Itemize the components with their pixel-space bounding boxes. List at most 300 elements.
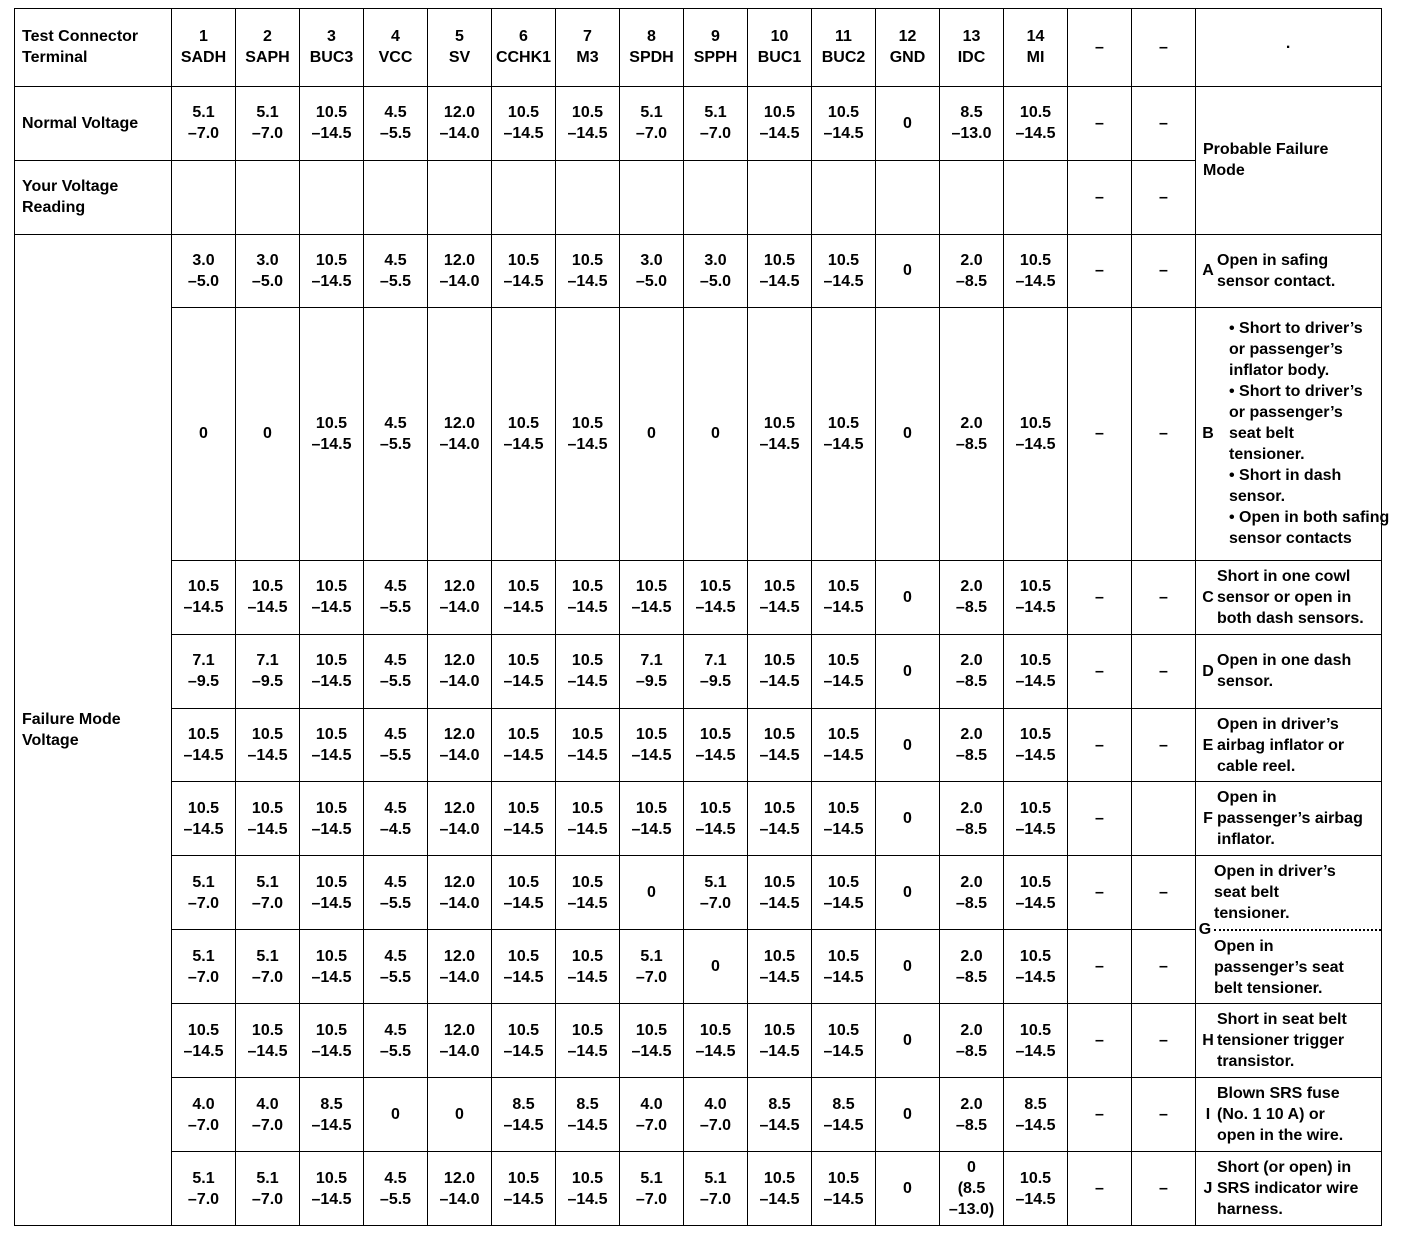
voltage-value: 5.1 <box>256 873 279 891</box>
voltage-value: 0 <box>199 425 208 443</box>
voltage-value: – <box>1159 588 1168 606</box>
failure-voltage-cell <box>684 234 748 307</box>
failure-voltage-cell <box>172 1078 236 1152</box>
failure-mode-line: transistor. <box>1217 1053 1295 1071</box>
your-voltage-cell <box>236 160 300 234</box>
failure-voltage-cell <box>684 1004 748 1078</box>
terminal-header-row <box>15 9 1382 87</box>
failure-voltage-cell <box>428 930 492 1004</box>
voltage-value: –7.0 <box>699 1116 732 1134</box>
failure-voltage-cell <box>748 634 812 708</box>
voltage-value: –14.5 <box>823 272 864 290</box>
voltage-value: – <box>1159 662 1168 680</box>
failure-voltage-cell <box>684 930 748 1004</box>
normal-voltage-cell <box>940 86 1004 160</box>
voltage-value: 3.0 <box>192 251 215 269</box>
normal-voltage-cell <box>684 86 748 160</box>
failure-mode-line: sensor contact. <box>1217 272 1336 290</box>
normal-voltage-cell <box>748 86 812 160</box>
failure-voltage-cell <box>236 234 300 307</box>
failure-mode-line: seat belt <box>1214 884 1279 902</box>
voltage-value: –7.0 <box>187 1190 220 1208</box>
your-voltage-cell <box>492 160 556 234</box>
failure-voltage-cell <box>812 856 876 930</box>
failure-voltage-cell <box>1068 634 1132 708</box>
voltage-value: 0 <box>903 262 912 280</box>
terminal-name: BUC3 <box>309 49 354 67</box>
voltage-value: – <box>1159 884 1168 902</box>
terminal-header-cell <box>748 9 812 87</box>
voltage-value: 10.5 <box>315 726 348 744</box>
voltage-value: 10.5 <box>827 652 860 670</box>
failure-mode-row <box>15 708 1382 782</box>
voltage-value: 10.5 <box>699 799 732 817</box>
voltage-value: – <box>1159 114 1168 132</box>
failure-voltage-cell <box>1004 1004 1068 1078</box>
voltage-value: 4.5 <box>384 104 407 122</box>
voltage-value: –5.5 <box>379 673 412 691</box>
voltage-value: 5.1 <box>192 947 215 965</box>
terminal-header-cell <box>1004 9 1068 87</box>
failure-mode-letter: B <box>1202 425 1214 443</box>
failure-voltage-cell <box>620 708 684 782</box>
voltage-value: 10.5 <box>507 873 540 891</box>
voltage-value: –8.5 <box>955 968 988 986</box>
voltage-value: 10.5 <box>571 726 604 744</box>
failure-voltage-cell <box>812 782 876 856</box>
voltage-value: 0 <box>903 810 912 828</box>
voltage-value: 10.5 <box>1019 799 1052 817</box>
failure-mode-line: • Open in both safing <box>1229 509 1390 527</box>
terminal-number: 8 <box>647 28 656 46</box>
voltage-value: 10.5 <box>699 1021 732 1039</box>
row-label-line: Reading <box>22 199 86 217</box>
failure-mode-text <box>1217 1009 1378 1072</box>
failure-mode-text <box>1217 787 1378 850</box>
terminal-name: BUC2 <box>821 49 866 67</box>
failure-voltage-cell <box>1068 307 1132 560</box>
failure-mode-line: • Short to driver’s <box>1229 320 1363 338</box>
voltage-value: 10.5 <box>571 251 604 269</box>
failure-voltage-cell <box>556 307 620 560</box>
failure-voltage-cell <box>364 234 428 307</box>
voltage-value: 10.5 <box>571 873 604 891</box>
voltage-value: 5.1 <box>256 947 279 965</box>
failure-mode-bottom <box>1214 931 1381 1003</box>
voltage-value: –14.0 <box>439 272 480 290</box>
terminal-header-cell <box>620 9 684 87</box>
voltage-value: –5.5 <box>379 968 412 986</box>
voltage-value: 10.5 <box>251 1021 284 1039</box>
failure-mode-row <box>15 856 1382 930</box>
voltage-value: 0 <box>903 958 912 976</box>
failure-mode-bullet <box>1229 318 1389 381</box>
voltage-value: 10.5 <box>507 104 540 122</box>
voltage-value: 12.0 <box>443 414 476 432</box>
voltage-value: –8.5 <box>955 894 988 912</box>
failure-mode-wrap <box>1199 1152 1378 1225</box>
voltage-value: –7.0 <box>251 1190 284 1208</box>
voltage-value: 10.5 <box>571 1169 604 1187</box>
voltage-value: –9.5 <box>635 673 668 691</box>
failure-voltage-cell <box>428 1078 492 1152</box>
voltage-value: 4.5 <box>384 414 407 432</box>
voltage-value: –14.5 <box>311 1116 352 1134</box>
failure-voltage-cell <box>812 634 876 708</box>
voltage-value: 8.5 <box>960 104 983 122</box>
voltage-value: –14.5 <box>503 599 544 617</box>
failure-voltage-cell <box>1132 782 1196 856</box>
failure-mode-line: sensor. <box>1229 488 1286 506</box>
failure-voltage-cell <box>876 307 940 560</box>
voltage-value: 4.5 <box>384 578 407 596</box>
terminal-name: VCC <box>378 49 413 67</box>
voltage-value: 10.5 <box>315 578 348 596</box>
voltage-value: –14.5 <box>311 125 352 143</box>
voltage-value: 4.5 <box>384 1021 407 1039</box>
voltage-value: 0 <box>903 425 912 443</box>
voltage-value: –14.5 <box>759 894 800 912</box>
failure-voltage-cell <box>1132 560 1196 634</box>
failure-mode-line: SRS indicator wire <box>1217 1180 1359 1197</box>
failure-voltage-cell <box>812 560 876 634</box>
failure-mode-wrap <box>1199 709 1378 782</box>
failure-voltage-cell <box>556 930 620 1004</box>
voltage-value: – <box>1159 1032 1168 1050</box>
failure-voltage-cell <box>1068 782 1132 856</box>
voltage-value: 10.5 <box>571 799 604 817</box>
failure-voltage-cell <box>1004 634 1068 708</box>
voltage-value: 10.5 <box>635 1021 668 1039</box>
failure-mode-line: Blown SRS fuse <box>1217 1085 1340 1103</box>
voltage-value: 10.5 <box>763 947 796 965</box>
failure-voltage-cell <box>236 930 300 1004</box>
failure-voltage-cell <box>748 782 812 856</box>
voltage-value: 10.5 <box>763 578 796 596</box>
normal-voltage-cell <box>428 86 492 160</box>
failure-voltage-cell <box>492 560 556 634</box>
voltage-value: –7.0 <box>187 894 220 912</box>
failure-voltage-cell <box>300 1152 364 1226</box>
voltage-value: –14.0 <box>439 599 480 617</box>
voltage-value: 10.5 <box>315 414 348 432</box>
voltage-value: 10.5 <box>187 726 220 744</box>
terminal-number: 11 <box>835 28 852 46</box>
terminal-number: 1 <box>199 28 208 46</box>
voltage-value: 10.5 <box>1019 1169 1052 1187</box>
your-voltage-cell <box>620 160 684 234</box>
voltage-value: 10.5 <box>507 652 540 670</box>
your-voltage-cell <box>428 160 492 234</box>
failure-voltage-cell <box>172 856 236 930</box>
failure-voltage-cell <box>364 560 428 634</box>
voltage-value: 2.0 <box>960 652 983 670</box>
failure-mode-cell <box>1196 307 1390 560</box>
terminal-name: M3 <box>576 49 599 67</box>
failure-mode-bullet <box>1229 381 1389 465</box>
voltage-value: –14.5 <box>1015 1116 1056 1134</box>
voltage-value: 10.5 <box>571 652 604 670</box>
voltage-value: –14.5 <box>823 599 864 617</box>
voltage-value: 10.5 <box>507 578 540 596</box>
voltage-value: –14.5 <box>311 1042 352 1060</box>
failure-voltage-cell <box>236 1152 300 1226</box>
voltage-value: 0 <box>711 425 720 443</box>
voltage-value: –14.5 <box>567 1042 608 1060</box>
failure-voltage-cell <box>236 560 300 634</box>
failure-mode-cell <box>1196 234 1382 307</box>
failure-voltage-cell <box>364 1078 428 1152</box>
voltage-value: – <box>1095 736 1104 754</box>
failure-mode-row <box>15 1078 1382 1152</box>
voltage-value: 10.5 <box>315 652 348 670</box>
terminal-number: 4 <box>391 28 400 46</box>
terminal-number: 2 <box>263 28 272 46</box>
normal-voltage-row <box>15 86 1382 160</box>
failure-voltage-cell <box>492 930 556 1004</box>
failure-voltage-cell <box>1132 1078 1196 1152</box>
voltage-value: 2.0 <box>960 1095 983 1113</box>
voltage-value: –14.5 <box>503 1042 544 1060</box>
voltage-value: – <box>1095 588 1104 606</box>
your-voltage-cell <box>684 160 748 234</box>
terminal-header-cell <box>364 9 428 87</box>
failure-mode-line: passenger’s seat <box>1214 958 1344 976</box>
voltage-value: –14.5 <box>567 599 608 617</box>
voltage-value: 10.5 <box>699 726 732 744</box>
terminal-name: SAPH <box>245 49 290 67</box>
normal-voltage-cell <box>812 86 876 160</box>
failure-voltage-cell <box>684 307 748 560</box>
voltage-value: 10.5 <box>763 1169 796 1187</box>
voltage-value: –5.5 <box>379 894 412 912</box>
failure-mode-cell <box>1196 708 1382 782</box>
normal-voltage-cell <box>1068 86 1132 160</box>
voltage-value: 8.5 <box>768 1095 791 1113</box>
failure-mode-bullet <box>1229 507 1389 549</box>
terminal-name: BUC1 <box>757 49 802 67</box>
failure-voltage-cell <box>684 1078 748 1152</box>
voltage-value: –14.5 <box>567 747 608 765</box>
voltage-value: –7.0 <box>635 125 668 143</box>
voltage-value: –7.0 <box>187 968 220 986</box>
voltage-value: –14.5 <box>823 968 864 986</box>
failure-mode-text <box>1217 714 1378 777</box>
failure-voltage-cell <box>620 1152 684 1226</box>
failure-mode-line: tensioner trigger <box>1217 1032 1345 1050</box>
voltage-value: 4.5 <box>384 652 407 670</box>
voltage-value: 10.5 <box>571 578 604 596</box>
failure-voltage-cell <box>300 1078 364 1152</box>
failure-mode-bullet <box>1229 465 1389 507</box>
terminal-header-cell <box>556 9 620 87</box>
voltage-value: – <box>1095 662 1104 680</box>
voltage-value: –14.5 <box>567 1190 608 1208</box>
voltage-value: –14.5 <box>759 1116 800 1134</box>
voltage-value: 0 <box>711 958 720 976</box>
voltage-value: 0 <box>647 425 656 443</box>
voltage-value: 7.1 <box>192 652 215 670</box>
failure-mode-letter: F <box>1203 810 1213 828</box>
voltage-value: –8.5 <box>955 435 988 453</box>
voltage-value: –14.5 <box>311 435 352 453</box>
voltage-value: 5.1 <box>640 1169 663 1187</box>
voltage-value: –14.5 <box>567 968 608 986</box>
failure-voltage-cell <box>876 560 940 634</box>
normal-voltage-cell <box>1004 86 1068 160</box>
voltage-value: 5.1 <box>704 873 727 891</box>
failure-voltage-cell <box>1132 856 1196 930</box>
voltage-value: 10.5 <box>1019 947 1052 965</box>
terminal-number: 7 <box>583 28 592 46</box>
voltage-value: (8.5 <box>957 1180 986 1197</box>
row-label-line: Voltage <box>22 731 79 749</box>
voltage-value: –14.5 <box>503 1116 544 1134</box>
failure-mode-cell <box>1196 856 1382 1004</box>
your-voltage-cell <box>172 160 236 234</box>
failure-mode-row <box>15 634 1382 708</box>
voltage-value: 5.1 <box>192 873 215 891</box>
voltage-value: 5.1 <box>192 1169 215 1187</box>
failure-voltage-cell <box>300 1004 364 1078</box>
failure-mode-letter: E <box>1202 736 1214 754</box>
failure-voltage-cell <box>620 234 684 307</box>
failure-voltage-cell <box>236 782 300 856</box>
failure-mode-wrap <box>1199 308 1390 560</box>
terminal-number: – <box>1095 38 1104 56</box>
failure-voltage-cell <box>556 856 620 930</box>
voltage-value: –14.5 <box>631 747 672 765</box>
voltage-value: 0 <box>455 1106 464 1124</box>
voltage-value: 2.0 <box>960 578 983 596</box>
normal-voltage-cell <box>492 86 556 160</box>
failure-voltage-cell <box>684 708 748 782</box>
normal-voltage-label <box>15 86 172 160</box>
failure-voltage-cell <box>172 782 236 856</box>
voltage-value: –14.5 <box>503 673 544 691</box>
voltage-value: 0 <box>903 736 912 754</box>
voltage-value: 0 <box>391 1106 400 1124</box>
failure-voltage-cell <box>556 782 620 856</box>
failure-voltage-cell <box>172 634 236 708</box>
voltage-value: 10.5 <box>315 1021 348 1039</box>
failure-voltage-cell <box>428 307 492 560</box>
failure-mode-line: Open in <box>1214 937 1274 955</box>
voltage-value: 10.5 <box>251 726 284 744</box>
terminal-number: 9 <box>711 28 720 46</box>
voltage-value: –7.0 <box>251 1116 284 1134</box>
failure-voltage-cell <box>492 307 556 560</box>
failure-mode-letter: I <box>1205 1106 1211 1124</box>
voltage-value: –14.5 <box>759 435 800 453</box>
voltage-value: 3.0 <box>704 251 727 269</box>
failure-mode-row <box>15 560 1382 634</box>
failure-mode-bottom-text <box>1214 936 1344 999</box>
failure-voltage-cell <box>620 307 684 560</box>
normal-voltage-cell <box>620 86 684 160</box>
failure-mode-top <box>1214 856 1381 930</box>
failure-voltage-cell <box>748 930 812 1004</box>
voltage-value: – <box>1159 1106 1168 1124</box>
voltage-value: 4.0 <box>640 1095 663 1113</box>
voltage-value: –14.0 <box>439 125 480 143</box>
failure-mode-line: Open in driver’s <box>1214 863 1336 881</box>
terminal-header-cell <box>428 9 492 87</box>
voltage-value: 5.1 <box>704 1169 727 1187</box>
voltage-value: 4.0 <box>192 1095 215 1113</box>
failure-voltage-cell <box>684 856 748 930</box>
voltage-value: 0 <box>903 662 912 680</box>
failure-mode-line: seat belt <box>1229 425 1294 443</box>
failure-mode-wrap <box>1199 782 1378 855</box>
failure-voltage-cell <box>428 634 492 708</box>
terminal-name: SADH <box>180 49 227 67</box>
header-label-line: Mode <box>1203 162 1245 180</box>
voltage-value: –14.5 <box>1015 894 1056 912</box>
voltage-value: –14.5 <box>567 435 608 453</box>
voltage-value: –5.0 <box>699 272 732 290</box>
voltage-value: 3.0 <box>256 251 279 269</box>
your-voltage-cell <box>1068 160 1132 234</box>
row-label-line: Failure Mode <box>22 710 121 728</box>
terminal-name: MI <box>1026 49 1045 67</box>
voltage-value: 10.5 <box>507 251 540 269</box>
voltage-value: –14.5 <box>311 1190 352 1208</box>
voltage-value: 4.0 <box>704 1095 727 1113</box>
failure-mode-voltage-label <box>15 234 172 1225</box>
failure-mode-line: (No. 1 10 A) or <box>1217 1106 1325 1124</box>
voltage-value: –14.5 <box>183 747 224 765</box>
voltage-value: –14.5 <box>1015 968 1056 986</box>
voltage-value: –14.5 <box>503 968 544 986</box>
voltage-value: 10.5 <box>1019 104 1052 122</box>
failure-voltage-cell <box>364 708 428 782</box>
your-voltage-cell <box>940 160 1004 234</box>
normal-voltage-cell <box>236 86 300 160</box>
voltage-value: –8.5 <box>955 820 988 838</box>
voltage-value: –5.5 <box>379 1190 412 1208</box>
failure-mode-line: harness. <box>1217 1201 1283 1218</box>
terminal-name: SPDH <box>629 49 674 67</box>
failure-voltage-cell <box>748 1078 812 1152</box>
failure-voltage-cell <box>748 856 812 930</box>
voltage-value: 2.0 <box>960 726 983 744</box>
terminal-name: CCHK1 <box>495 49 552 67</box>
failure-mode-text <box>1217 250 1378 292</box>
voltage-value: 10.5 <box>827 947 860 965</box>
failure-voltage-cell <box>876 1152 940 1226</box>
voltage-value: –14.5 <box>631 820 672 838</box>
header-label-line: Probable Failure <box>1203 141 1329 159</box>
failure-voltage-cell <box>428 560 492 634</box>
failure-mode-row <box>15 1152 1382 1226</box>
failure-voltage-cell <box>364 634 428 708</box>
failure-voltage-cell <box>1132 634 1196 708</box>
failure-mode-bullets <box>1217 318 1389 549</box>
failure-mode-wrap <box>1199 561 1378 634</box>
voltage-value: –8.5 <box>955 599 988 617</box>
voltage-value: 3.0 <box>640 251 663 269</box>
voltage-value: –14.5 <box>311 272 352 290</box>
failure-mode-line: • Short to driver’s <box>1229 383 1363 401</box>
voltage-value: 0 <box>903 1032 912 1050</box>
voltage-value: –13.0 <box>951 125 992 143</box>
failure-mode-letter: G <box>1198 921 1212 939</box>
failure-mode-letter: J <box>1203 1180 1213 1197</box>
failure-voltage-cell <box>236 708 300 782</box>
voltage-value: 5.1 <box>704 104 727 122</box>
voltage-value: –14.5 <box>247 1042 288 1060</box>
